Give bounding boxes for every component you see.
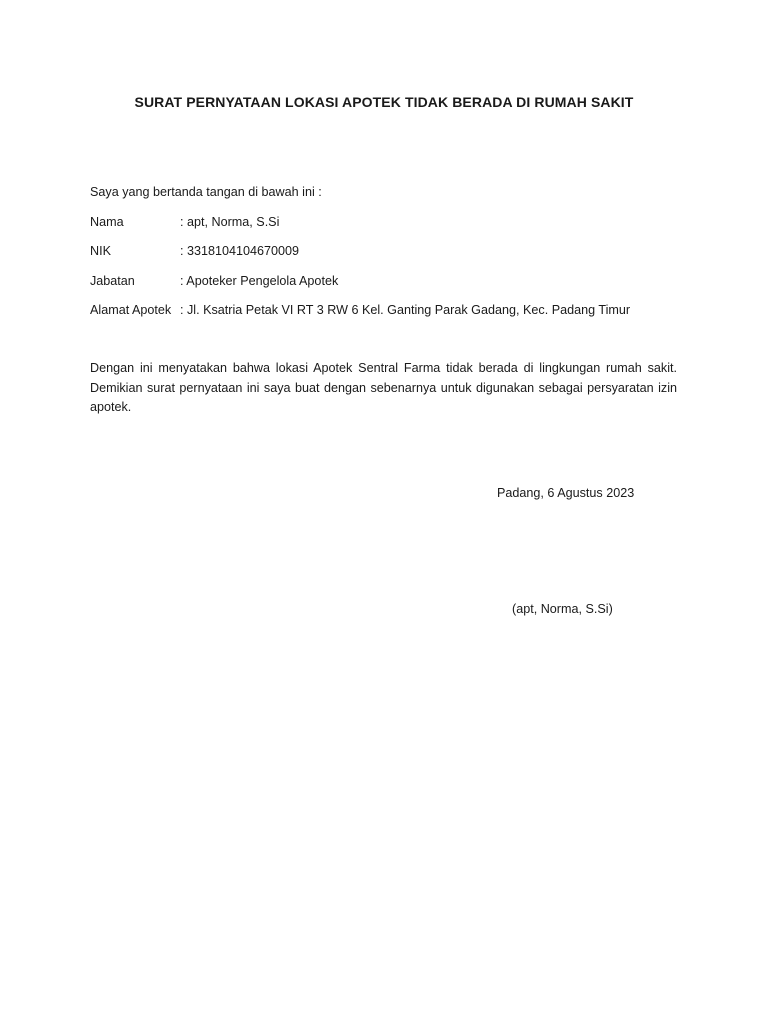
field-row-nik — [90, 244, 299, 258]
field-label: Jabatan — [90, 274, 135, 288]
field-label: Alamat Apotek — [90, 303, 172, 317]
field-row-alamat-apotek — [90, 303, 630, 317]
field-row-nama — [90, 215, 279, 229]
field-label: NIK — [90, 244, 111, 258]
statement-paragraph: Dengan ini menyatakan bahwa lokasi Apotek Sentral Farma tidak berada di lingkungan rumah sakit. Demikian surat pernyataan ini saya buat dengan sebenarnya untuk digunakan sebagai persyaratan izin apotek. — [90, 361, 677, 414]
field-value: : 3318104104670009 — [180, 244, 300, 258]
signatory-name: (apt, Norma, S.Si) — [512, 602, 613, 616]
field-row-jabatan — [90, 274, 338, 288]
field-value: : Jl. Ksatria Petak VI RT 3 RW 6 Kel. Ganting Parak Gadang, Kec. Padang Timur — [180, 303, 631, 317]
document-title: SURAT PERNYATAAN LOKASI APOTEK TIDAK BERADA DI RUMAH SAKIT — [134, 94, 634, 110]
field-value: : Apoteker Pengelola Apotek — [180, 274, 339, 288]
intro-text: Saya yang bertanda tangan di bawah ini : — [90, 185, 322, 199]
field-label: Nama — [90, 215, 124, 229]
field-value: : apt, Norma, S.Si — [180, 215, 280, 229]
place-date: Padang, 6 Agustus 2023 — [497, 486, 635, 500]
